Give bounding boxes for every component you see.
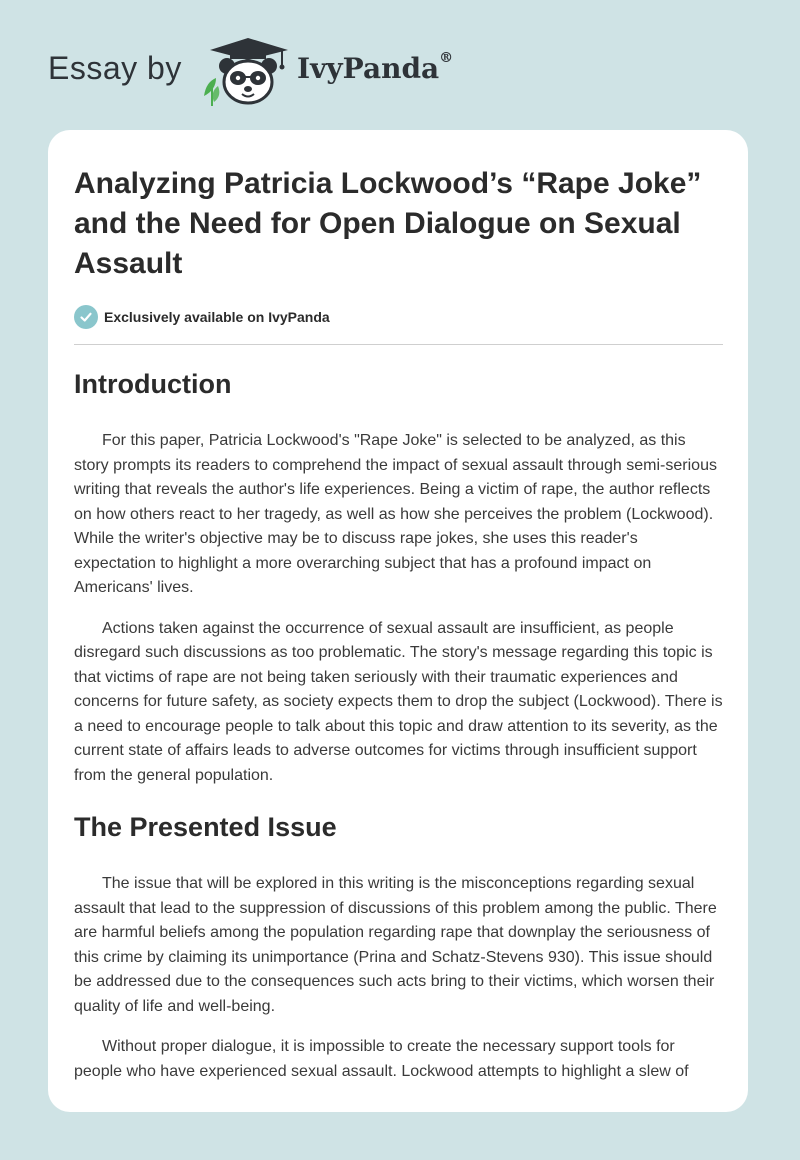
section-heading-introduction: Introduction	[74, 369, 232, 399]
paragraph: Without proper dialogue, it is impossible to create the necessary support tools for people who have experienced sexual assault. Lockwood attempts to highlight a slew of	[74, 1038, 689, 1080]
essay-card	[48, 130, 748, 1112]
panda-graduate-icon[interactable]	[200, 36, 292, 108]
essay-content	[74, 164, 723, 1084]
section-heading-presented-issue: The Presented Issue	[74, 812, 337, 842]
exclusive-badge	[74, 304, 723, 330]
paragraph: For this paper, Patricia Lockwood's "Rape Joke" is selected to be analyzed, as this story prompts its readers to comprehend the impact of sexual assault through semi-serious writing that reveals the author's life experiences. Being a victim of rape, the author reflects on how others react to her tragedy, as well as how she perceives the problem (Lockwood). While the writer's objective may be to discuss rape jokes, she uses this reader's expectation to highlight a more overarching subject that has a profound impact on Americans' lives.	[74, 432, 717, 596]
brand-name-text: IvyPanda	[297, 52, 440, 85]
paragraph: The issue that will be explored in this writing is the misconceptions regarding sexual assault that lead to the suppression of discussions of this problem among the public. There are harmful beliefs among the population regarding rape that downplay the seriousness of this crime by claiming its unimportance (Prina and Schatz-Stevens 930). This issue should be addressed due to the consequences such acts bring to their victims, which worsen their quality of life and well-being.	[74, 875, 717, 1015]
check-icon	[74, 305, 98, 329]
exclusive-badge-text: Exclusively available on IvyPanda	[104, 309, 330, 325]
essay-title: Analyzing Patricia Lockwood’s “Rape Joke” and the Need for Open Dialogue on Sexual Assault	[74, 167, 702, 280]
essay-by-label: Essay by	[48, 50, 182, 86]
trademark-symbol: ®	[439, 50, 454, 66]
site-header	[0, 0, 800, 130]
title-divider	[74, 344, 723, 345]
ivypanda-wordmark[interactable]	[297, 52, 453, 85]
paragraph: Actions taken against the occurrence of sexual assault are insufficient, as people disregard such discussions as too problematic. The story's message regarding this topic is that victims of rape are not being taken seriously with their traumatic experiences and concerns for future safety, as society expects them to drop the subject (Lockwood). There is a need to encourage people to talk about this topic and draw attention to its severity, as the current state of affairs leads to adverse outcomes for victims through insufficient support from the general population.	[74, 619, 723, 784]
